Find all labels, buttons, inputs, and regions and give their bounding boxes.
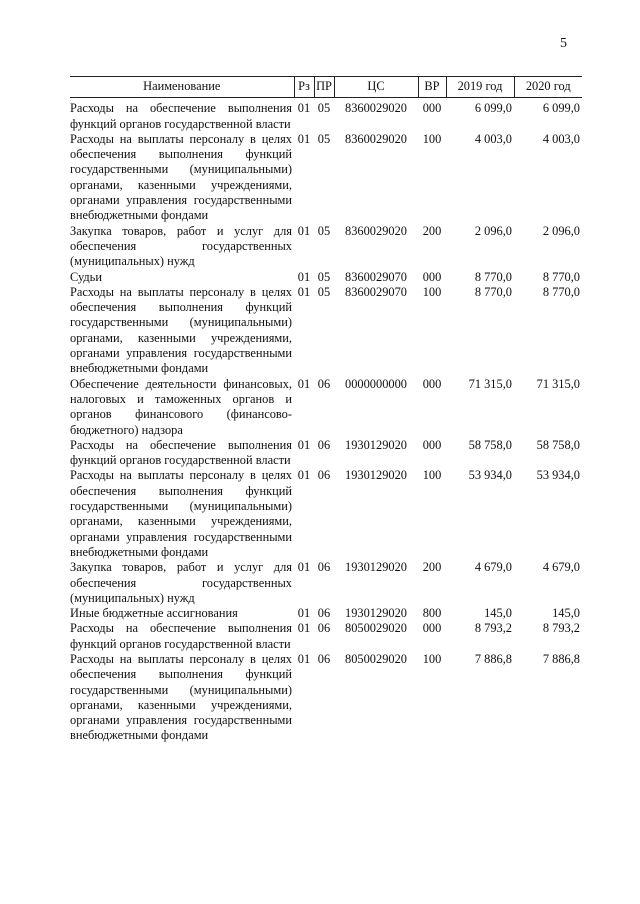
cell-2019: 2 096,0 bbox=[474, 223, 512, 238]
cell-name: Обеспечение деятельности финансовых, налоговых и таможенных органов и органов финансового (финансово-бюджетного) надзора bbox=[70, 376, 292, 437]
cell-name: Закупка товаров, работ и услуг для обеспечения государственных (муниципальных) нужд bbox=[70, 223, 292, 269]
cell-2020: 58 758,0 bbox=[536, 437, 580, 452]
header-rz: Рз bbox=[294, 77, 314, 98]
cell-2020: 4 003,0 bbox=[542, 131, 580, 146]
cell-rz: 01 bbox=[297, 284, 311, 299]
cell-name: Расходы на выплаты персоналу в целях обеспечения выполнения функций государственными (муниципальными) органами, казенными учреждениями, органами управления государственными внебюджетными фондами bbox=[70, 468, 292, 559]
cell-rz: 01 bbox=[297, 621, 311, 636]
table-row bbox=[70, 560, 582, 606]
cell-pr: 06 bbox=[317, 621, 331, 636]
cell-2019: 71 315,0 bbox=[468, 376, 512, 391]
cell-vr: 000 bbox=[422, 269, 442, 284]
cell-vr: 100 bbox=[422, 131, 442, 146]
cell-pr: 05 bbox=[317, 101, 331, 116]
cell-vr: 100 bbox=[422, 468, 442, 483]
cell-vr: 100 bbox=[422, 284, 442, 299]
cell-cs: 8360029070 bbox=[345, 269, 407, 284]
cell-cs: 0000000000 bbox=[345, 376, 407, 391]
table-body bbox=[70, 98, 582, 744]
table-row bbox=[70, 270, 582, 285]
header-cs: ЦС bbox=[334, 77, 418, 98]
cell-pr: 05 bbox=[317, 269, 331, 284]
table-header-row bbox=[70, 77, 582, 98]
cell-2019: 53 934,0 bbox=[468, 468, 512, 483]
cell-vr: 200 bbox=[422, 223, 442, 238]
cell-2020: 4 679,0 bbox=[542, 560, 580, 575]
cell-2020: 6 099,0 bbox=[542, 101, 580, 116]
table-row bbox=[70, 621, 582, 652]
cell-pr: 05 bbox=[317, 131, 331, 146]
cell-pr: 06 bbox=[317, 606, 331, 621]
cell-2019: 8 770,0 bbox=[474, 284, 512, 299]
cell-name: Расходы на обеспечение выполнения функций органов государственной власти bbox=[70, 101, 292, 131]
cell-cs: 8360029020 bbox=[345, 131, 407, 146]
cell-rz: 01 bbox=[297, 437, 311, 452]
cell-vr: 000 bbox=[422, 376, 442, 391]
cell-pr: 06 bbox=[317, 468, 331, 483]
cell-vr: 200 bbox=[422, 560, 442, 575]
header-pr: ПР bbox=[314, 77, 334, 98]
cell-pr: 05 bbox=[317, 284, 331, 299]
table-row bbox=[70, 224, 582, 270]
cell-2019: 4 679,0 bbox=[474, 560, 512, 575]
cell-pr: 06 bbox=[317, 651, 331, 666]
table-row bbox=[70, 652, 582, 744]
header-2019: 2019 год bbox=[446, 77, 514, 98]
header-2020: 2020 год bbox=[514, 77, 582, 98]
cell-vr: 000 bbox=[422, 621, 442, 636]
cell-cs: 1930129020 bbox=[345, 437, 407, 452]
table-row bbox=[70, 285, 582, 377]
cell-2020: 71 315,0 bbox=[536, 376, 580, 391]
cell-2020: 8 770,0 bbox=[542, 284, 580, 299]
cell-vr: 800 bbox=[422, 606, 442, 621]
cell-2019: 58 758,0 bbox=[468, 437, 512, 452]
table-row bbox=[70, 438, 582, 469]
cell-name: Расходы на выплаты персоналу в целях обеспечения выполнения функций государственными (муниципальными) органами, казенными учреждениями, органами управления государственными внебюджетными фондами bbox=[70, 284, 292, 376]
cell-vr: 100 bbox=[422, 651, 442, 666]
header-name: Наименование bbox=[70, 77, 294, 98]
cell-cs: 8360029070 bbox=[345, 284, 407, 299]
page-number: 5 bbox=[560, 36, 567, 51]
cell-cs: 8360029020 bbox=[345, 223, 407, 238]
cell-rz: 01 bbox=[297, 131, 311, 146]
cell-2020: 8 793,2 bbox=[542, 621, 580, 636]
table-row bbox=[70, 468, 582, 560]
table-row bbox=[70, 606, 582, 621]
table-row bbox=[70, 132, 582, 224]
cell-name: Судьи bbox=[70, 269, 102, 284]
cell-name: Расходы на выплаты персоналу в целях обеспечения выполнения функций государственными (муниципальными) органами, казенными учреждениями, органами управления государственными внебюджетными фондами bbox=[70, 131, 292, 223]
table-row bbox=[70, 98, 582, 132]
cell-rz: 01 bbox=[297, 606, 311, 621]
cell-2019: 4 003,0 bbox=[474, 131, 512, 146]
header-vr: ВР bbox=[418, 77, 446, 98]
cell-name: Закупка товаров, работ и услуг для обеспечения государственных (муниципальных) нужд bbox=[70, 560, 292, 605]
cell-2020: 53 934,0 bbox=[536, 468, 580, 483]
cell-2019: 145,0 bbox=[484, 606, 512, 621]
cell-rz: 01 bbox=[297, 223, 311, 238]
table-row bbox=[70, 377, 582, 438]
cell-2020: 7 886,8 bbox=[542, 651, 580, 666]
cell-cs: 8360029020 bbox=[345, 101, 407, 116]
cell-name: Расходы на обеспечение выполнения функций органов государственной власти bbox=[70, 437, 292, 468]
cell-rz: 01 bbox=[297, 376, 311, 391]
cell-rz: 01 bbox=[297, 101, 311, 116]
cell-2019: 6 099,0 bbox=[474, 101, 512, 116]
cell-rz: 01 bbox=[297, 560, 311, 575]
cell-pr: 06 bbox=[317, 376, 331, 391]
cell-cs: 1930129020 bbox=[345, 606, 407, 621]
cell-rz: 01 bbox=[297, 651, 311, 666]
cell-2020: 8 770,0 bbox=[542, 269, 580, 284]
cell-cs: 1930129020 bbox=[345, 468, 407, 483]
cell-pr: 06 bbox=[317, 560, 331, 575]
cell-name: Расходы на выплаты персоналу в целях обеспечения выполнения функций государственными (муниципальными) органами, казенными учреждениями, органами управления государственными внебюджетными фондами bbox=[70, 651, 292, 743]
cell-cs: 8050029020 bbox=[345, 621, 407, 636]
cell-pr: 05 bbox=[317, 223, 331, 238]
cell-name: Иные бюджетные ассигнования bbox=[70, 606, 238, 621]
budget-table bbox=[70, 76, 582, 744]
cell-2020: 145,0 bbox=[552, 606, 580, 621]
cell-rz: 01 bbox=[297, 468, 311, 483]
cell-cs: 1930129020 bbox=[345, 560, 407, 575]
cell-cs: 8050029020 bbox=[345, 651, 407, 666]
cell-rz: 01 bbox=[297, 269, 311, 284]
cell-vr: 000 bbox=[422, 101, 442, 116]
cell-pr: 06 bbox=[317, 437, 331, 452]
cell-name: Расходы на обеспечение выполнения функций органов государственной власти bbox=[70, 621, 292, 651]
cell-2020: 2 096,0 bbox=[542, 223, 580, 238]
cell-2019: 8 793,2 bbox=[474, 621, 512, 636]
cell-2019: 8 770,0 bbox=[474, 269, 512, 284]
cell-2019: 7 886,8 bbox=[474, 651, 512, 666]
cell-vr: 000 bbox=[422, 437, 442, 452]
